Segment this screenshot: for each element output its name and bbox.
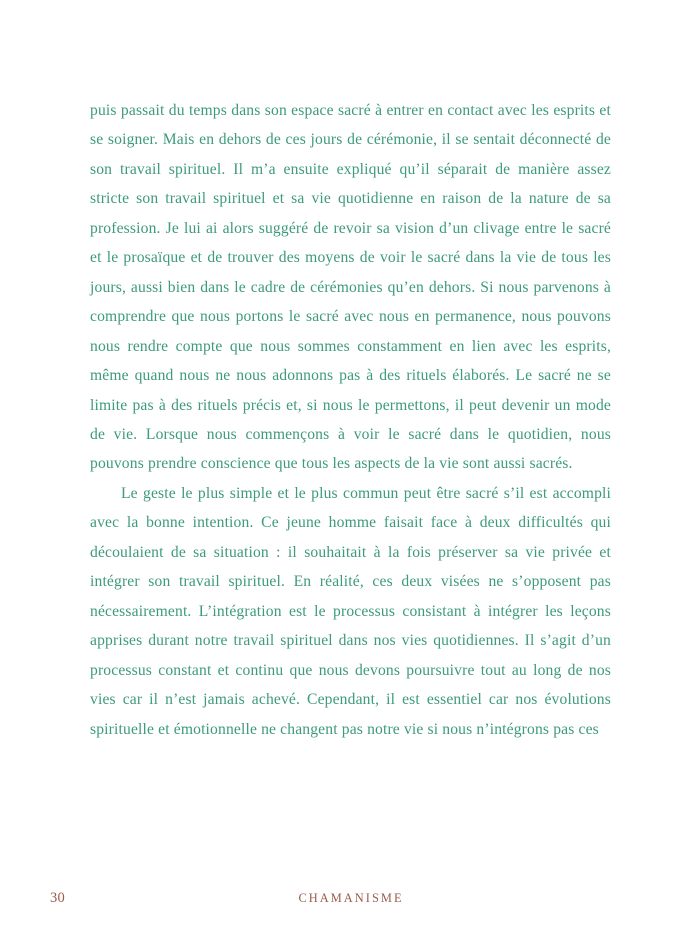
- paragraph-2: Le geste le plus simple et le plus commun peut être sacré s’il est accompli avec la bonne intention. Ce jeune homme faisait face à deux difficultés qui découlaient de sa situation : il souhaitait à la fois préserver sa vie privée et intégrer son travail spirituel. En réalité, ces deux visées ne s’opposent pas nécessairement. L’intégration est le processus consistant à intégrer les leçons apprises durant notre travail spirituel dans nos vies quotidiennes. Il s’agit d’un processus constant et continu que nous devons poursuivre tout au long de nos vies car il n’est jamais achevé. Cependant, il est essentiel car nos évolutions spirituelle et émotionnelle ne changent pas notre vie si nous n’intégrons pas ces: [90, 484, 611, 738]
- page-number: 30: [50, 890, 66, 906]
- paragraph-1: puis passait du temps dans son espace sacré à entrer en contact avec les esprits et se soigner. Mais en dehors de ces jours de cérémonie, il se sentait déconnecté de son travail spirituel. Il m’a ensuite expliqué qu’il séparait de manière assez stricte son travail spirituel et sa vie quotidienne en raison de la nature de sa profession. Je lui ai alors suggéré de revoir sa vision d’un clivage entre le sacré et le prosaïque et de trouver des moyens de voir le sacré dans la vie de tous les jours, aussi bien dans le cadre de cérémonies qu’en dehors. Si nous parvenons à comprendre que nous portons le sacré avec nous en permanence, nous pouvons nous rendre compte que nous sommes constamment en lien avec les esprits, même quand nous ne nous adonnons pas à des rituels élaborés. Le sacré ne se limite pas à des rituels précis et, si nous le permettons, il peut devenir un mode de vie. Lorsque nous commençons à voir le sacré dans le quotidien, nous pouvons prendre conscience que tous les aspects de la vie sont aussi sacrés.: [90, 102, 611, 473]
- body-text-block: [90, 96, 611, 744]
- page-footer: [0, 888, 700, 912]
- running-head: CHAMANISME: [298, 891, 404, 905]
